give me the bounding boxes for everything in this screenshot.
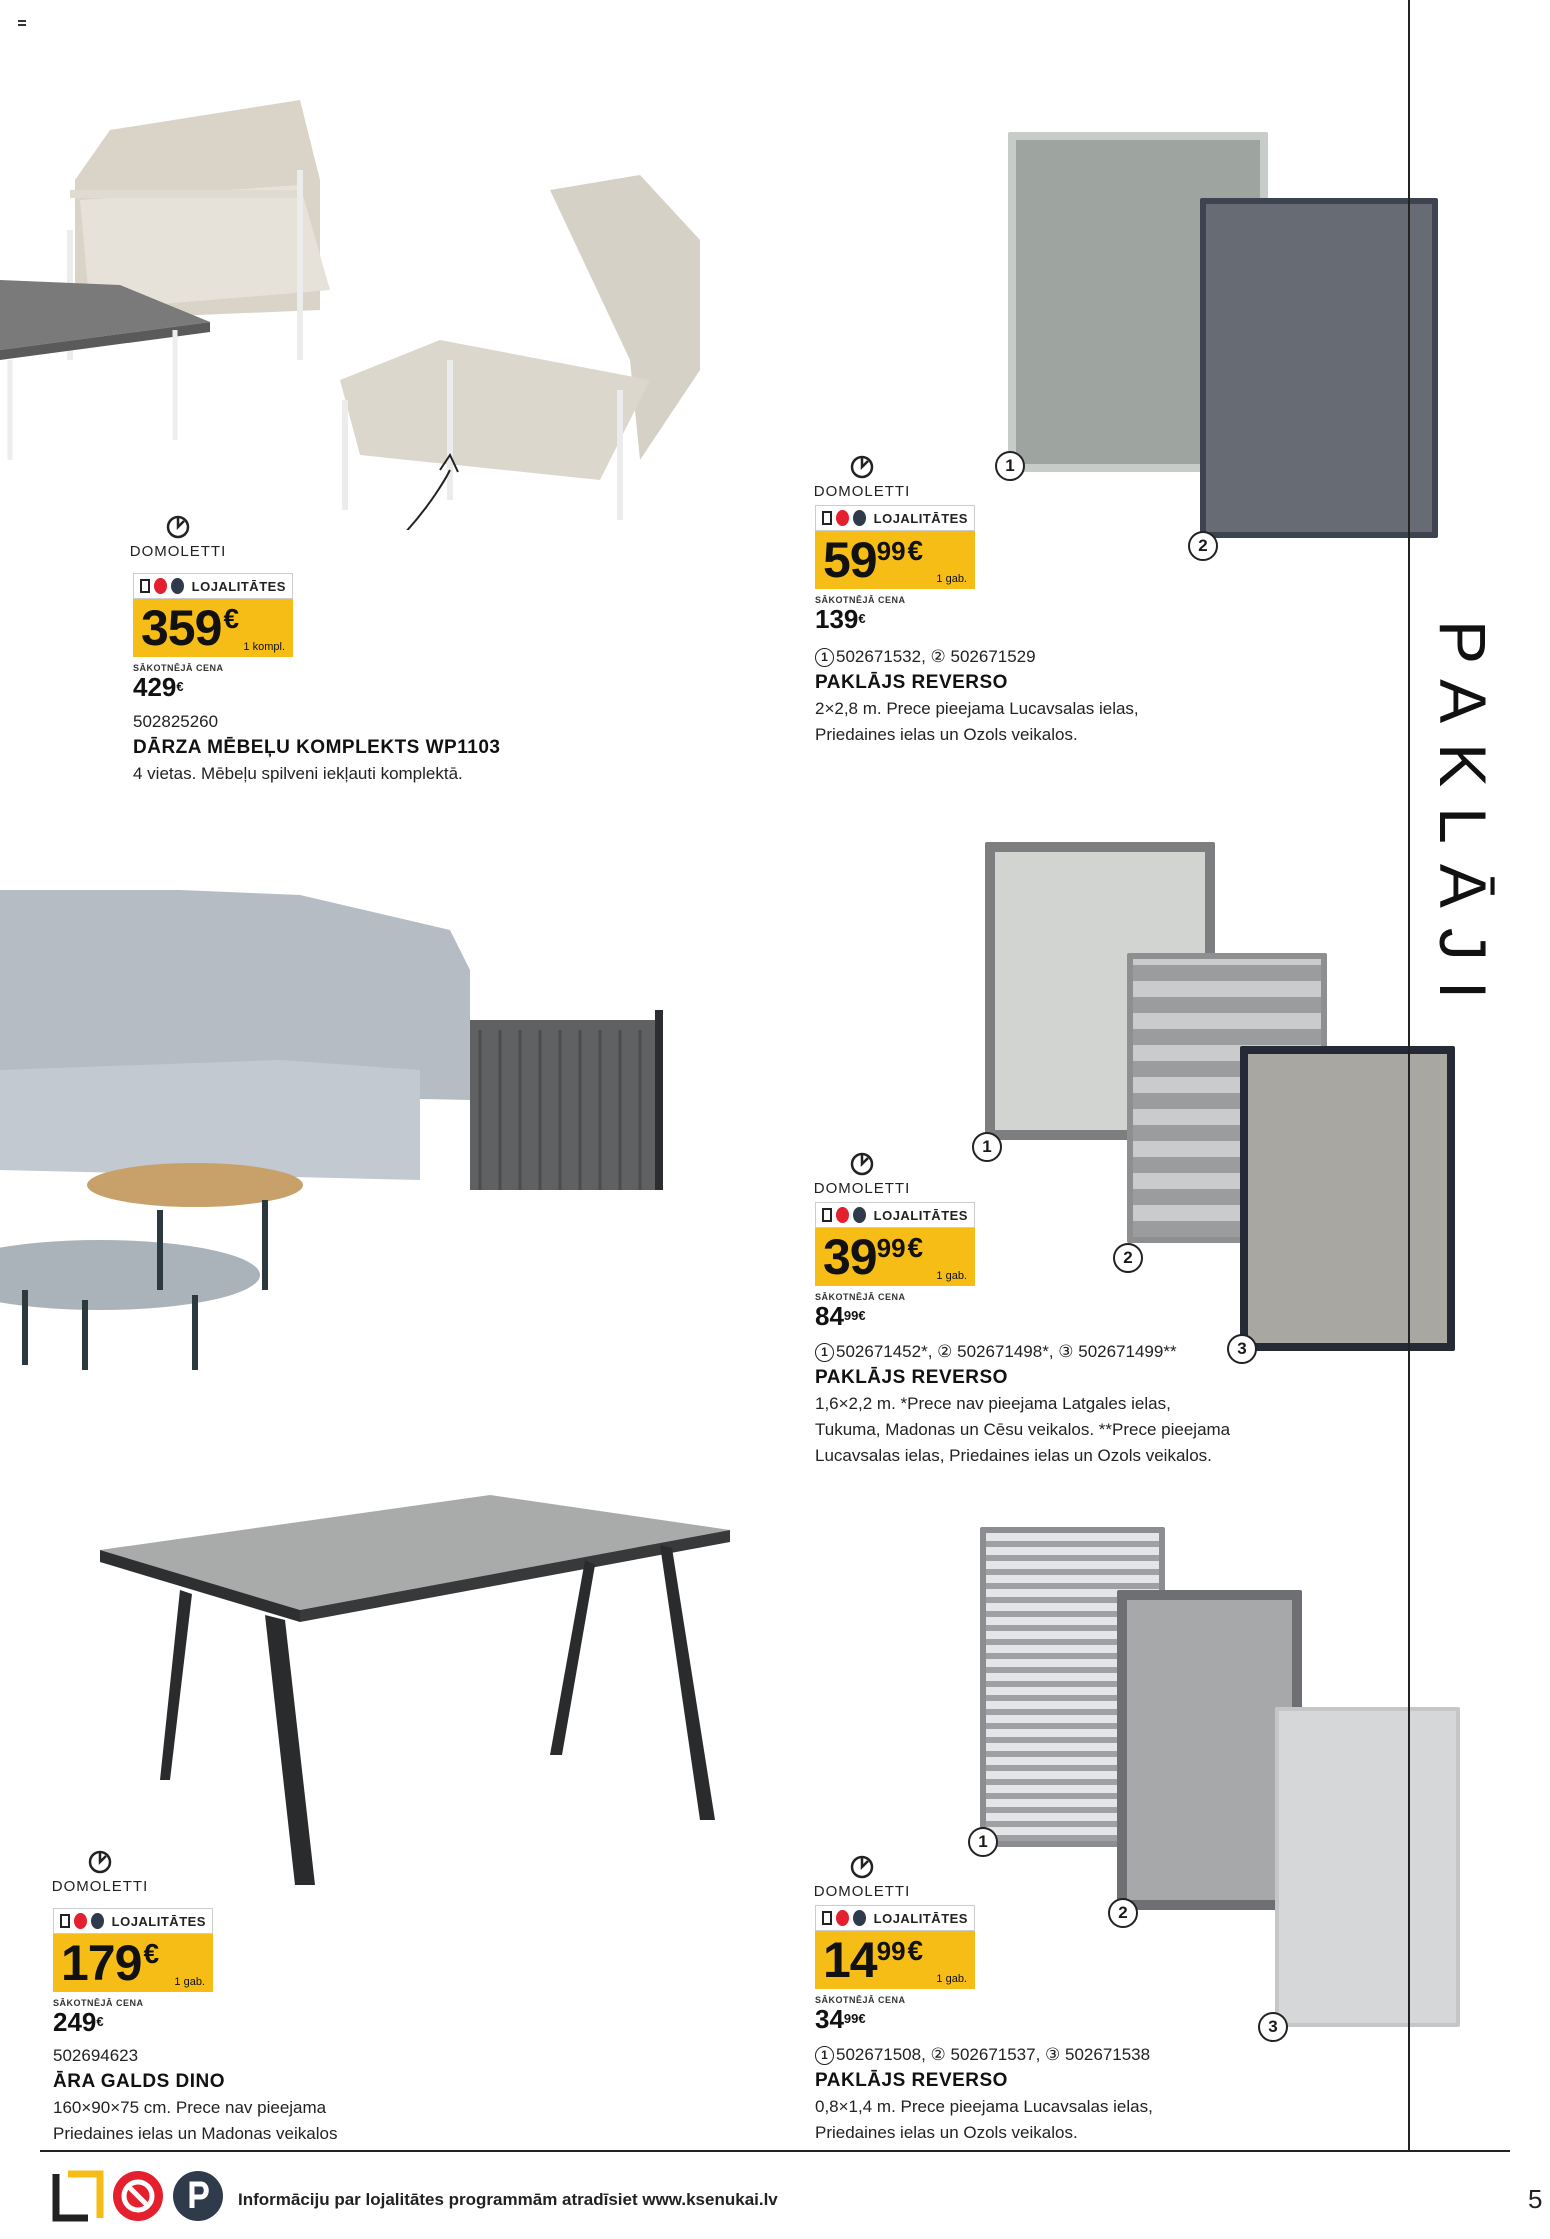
p-circle-icon bbox=[91, 1913, 104, 1929]
no-sign-icon bbox=[74, 1913, 87, 1929]
price-value: 39 bbox=[823, 1229, 877, 1285]
product-desc-line-2: Priedaines ielas un Madonas veikalos bbox=[53, 2124, 338, 2143]
old-price-label: SĀKOTNĒJĀ CENA bbox=[53, 1998, 144, 2008]
loyalty-card-icon bbox=[822, 511, 832, 525]
product-desc-line-3: Lucavsalas ielas, Priedaines ielas un Ozols veikalos. bbox=[815, 1446, 1212, 1465]
domoletti-logo-icon bbox=[848, 453, 876, 481]
product-desc-line-2: Priedaines ielas un Ozols veikalos. bbox=[815, 2123, 1078, 2142]
loyalty-card-icon bbox=[52, 2170, 104, 2222]
currency: € bbox=[907, 1232, 924, 1263]
product-desc-line-1: 2×2,8 m. Prece pieejama Lucavsalas ielas, bbox=[815, 699, 1139, 718]
price-box bbox=[815, 531, 975, 589]
no-sign-icon bbox=[836, 1910, 849, 1926]
brand-domoletti bbox=[103, 513, 253, 560]
old-price: 139€ bbox=[815, 604, 866, 634]
p-circle-icon bbox=[853, 1910, 866, 1926]
corner-sofa-image bbox=[0, 870, 680, 1370]
vertical-divider bbox=[1408, 0, 1410, 2150]
loyalty-card-icon bbox=[60, 1914, 70, 1928]
product-title: PAKLĀJS REVERSO bbox=[815, 672, 1008, 693]
p-circle-icon bbox=[853, 510, 866, 526]
loyalty-bar bbox=[815, 1905, 975, 1931]
marker-3: 3 bbox=[1227, 1334, 1257, 1364]
currency: € bbox=[143, 1938, 160, 1969]
product-code: 502825260 bbox=[133, 712, 219, 731]
loyalty-bar bbox=[133, 573, 293, 599]
product-info bbox=[133, 709, 553, 787]
price-tag bbox=[815, 1905, 975, 2033]
price-value: 179 bbox=[61, 1935, 142, 1991]
brand-name: DOMOLETTI bbox=[813, 1180, 911, 1197]
footer-divider bbox=[40, 2150, 1510, 2152]
product-code: 502694623 bbox=[53, 2046, 139, 2065]
product-codes: 1 502671532, ② 502671529 bbox=[815, 644, 1375, 670]
price-tag bbox=[815, 505, 975, 633]
loyalty-bar bbox=[815, 1202, 975, 1228]
currency: € bbox=[223, 603, 240, 634]
product-desc: 4 vietas. Mēbeļu spilveni iekļauti komplektā. bbox=[133, 764, 463, 783]
brand-domoletti bbox=[787, 1150, 937, 1197]
rug-2-image bbox=[1200, 198, 1438, 538]
product-codes: 1 502671508, ② 502671537, ③ 502671538 bbox=[815, 2042, 1375, 2068]
product-title: PAKLĀJS REVERSO bbox=[815, 2070, 1008, 2091]
loyalty-label: LOJALITĀTES bbox=[111, 1913, 206, 1929]
loyalty-card-icon bbox=[140, 579, 150, 593]
no-sign-icon bbox=[836, 510, 849, 526]
product-info bbox=[815, 2042, 1375, 2146]
marker-3: 3 bbox=[1258, 2012, 1288, 2042]
product-desc-line-2: Tukuma, Madonas un Cēsu veikalos. **Prece pieejama bbox=[815, 1420, 1231, 1439]
price-unit: 1 gab. bbox=[936, 1973, 967, 1985]
price-tag bbox=[133, 573, 293, 701]
corner-mark bbox=[18, 20, 26, 26]
p-circle-icon bbox=[172, 2170, 224, 2222]
price-box bbox=[133, 599, 293, 657]
price-unit: 1 gab. bbox=[936, 573, 967, 585]
loyalty-label: LOJALITĀTES bbox=[873, 1910, 968, 1926]
product-info bbox=[815, 644, 1375, 748]
category-label: PAKLĀJI bbox=[1426, 620, 1500, 1020]
brand-domoletti bbox=[25, 1848, 175, 1895]
price-value: 59 bbox=[823, 532, 877, 588]
marker-1: 1 bbox=[972, 1132, 1002, 1162]
product-title: ĀRA GALDS DINO bbox=[53, 2071, 226, 2092]
marker-2: 2 bbox=[1108, 1898, 1138, 1928]
brand-name: DOMOLETTI bbox=[813, 483, 911, 500]
brand-name: DOMOLETTI bbox=[813, 1883, 911, 1900]
loyalty-bar bbox=[53, 1908, 213, 1934]
no-sign-icon bbox=[112, 2170, 164, 2222]
product-title: PAKLĀJS REVERSO bbox=[815, 1367, 1008, 1388]
product-desc-line-1: 0,8×1,4 m. Prece pieejama Lucavsalas ielas, bbox=[815, 2097, 1153, 2116]
loyalty-label: LOJALITĀTES bbox=[873, 510, 968, 526]
marker-2: 2 bbox=[1188, 531, 1218, 561]
product-codes: 1 502671452*, ② 502671498*, ③ 502671499** bbox=[815, 1339, 1395, 1365]
brand-domoletti bbox=[787, 453, 937, 500]
price-unit: 1 gab. bbox=[936, 1270, 967, 1282]
price-cents: 99 bbox=[876, 536, 906, 566]
price-cents: 99 bbox=[876, 1936, 906, 1966]
rug-3-image bbox=[1275, 1707, 1460, 2027]
brand-name: DOMOLETTI bbox=[129, 543, 227, 560]
loyalty-label: LOJALITĀTES bbox=[873, 1207, 968, 1223]
old-price: 429€ bbox=[133, 672, 184, 702]
currency: € bbox=[907, 535, 924, 566]
price-value: 14 bbox=[823, 1932, 877, 1988]
loyalty-card-icon bbox=[822, 1208, 832, 1222]
product-title: DĀRZA MĒBEĻU KOMPLEKTS WP1103 bbox=[133, 737, 501, 758]
old-price: $84^{99€}$ bbox=[815, 1301, 866, 1331]
price-box bbox=[815, 1228, 975, 1286]
marker-1: 1 bbox=[968, 1827, 998, 1857]
p-circle-icon bbox=[853, 1207, 866, 1223]
no-sign-icon bbox=[154, 578, 167, 594]
product-desc-line-1: 160×90×75 cm. Prece nav pieejama bbox=[53, 2098, 327, 2117]
loyalty-label: LOJALITĀTES bbox=[191, 578, 286, 594]
product-desc-line-1: 1,6×2,2 m. *Prece nav pieejama Latgales ielas, bbox=[815, 1394, 1171, 1413]
brand-domoletti bbox=[787, 1853, 937, 1900]
old-price-label: SĀKOTNĒJĀ CENA bbox=[815, 1995, 906, 2005]
old-price-label: SĀKOTNĒJĀ CENA bbox=[815, 595, 906, 605]
domoletti-logo-icon bbox=[848, 1150, 876, 1178]
old-price-label: SĀKOTNĒJĀ CENA bbox=[815, 1292, 906, 1302]
price-cents: 99 bbox=[876, 1233, 906, 1263]
price-tag bbox=[815, 1202, 975, 1330]
loyalty-bar bbox=[815, 505, 975, 531]
old-price: 249€ bbox=[53, 2007, 104, 2037]
domoletti-logo-icon bbox=[86, 1848, 114, 1876]
product-desc-line-2: Priedaines ielas un Ozols veikalos. bbox=[815, 725, 1078, 744]
marker-2: 2 bbox=[1113, 1243, 1143, 1273]
price-value: 359 bbox=[141, 600, 222, 656]
page-number: 5 bbox=[1528, 2184, 1543, 2214]
no-sign-icon bbox=[836, 1207, 849, 1223]
price-box bbox=[815, 1931, 975, 1989]
old-price-label: SĀKOTNĒJĀ CENA bbox=[133, 663, 224, 673]
footer-info-text: Informāciju par lojalitātes programmām atradīsiet www.ksenukai.lv bbox=[238, 2190, 778, 2209]
old-price: $34^{99€}$ bbox=[815, 2004, 866, 2034]
outdoor-table-dino-image bbox=[90, 1490, 740, 1890]
p-circle-icon bbox=[171, 578, 184, 594]
price-unit: 1 gab. bbox=[174, 1976, 205, 1988]
price-unit: 1 kompl. bbox=[243, 641, 285, 653]
product-info bbox=[815, 1339, 1395, 1469]
garden-furniture-set-image bbox=[0, 60, 720, 530]
rug-3-image bbox=[1240, 1046, 1455, 1351]
domoletti-logo-icon bbox=[848, 1853, 876, 1881]
domoletti-logo-icon bbox=[164, 513, 192, 541]
product-info bbox=[53, 2043, 473, 2147]
price-box bbox=[53, 1934, 213, 1992]
currency: € bbox=[907, 1935, 924, 1966]
loyalty-card-icon bbox=[822, 1911, 832, 1925]
price-tag bbox=[53, 1908, 213, 2036]
marker-1: 1 bbox=[995, 451, 1025, 481]
brand-name: DOMOLETTI bbox=[51, 1878, 149, 1895]
